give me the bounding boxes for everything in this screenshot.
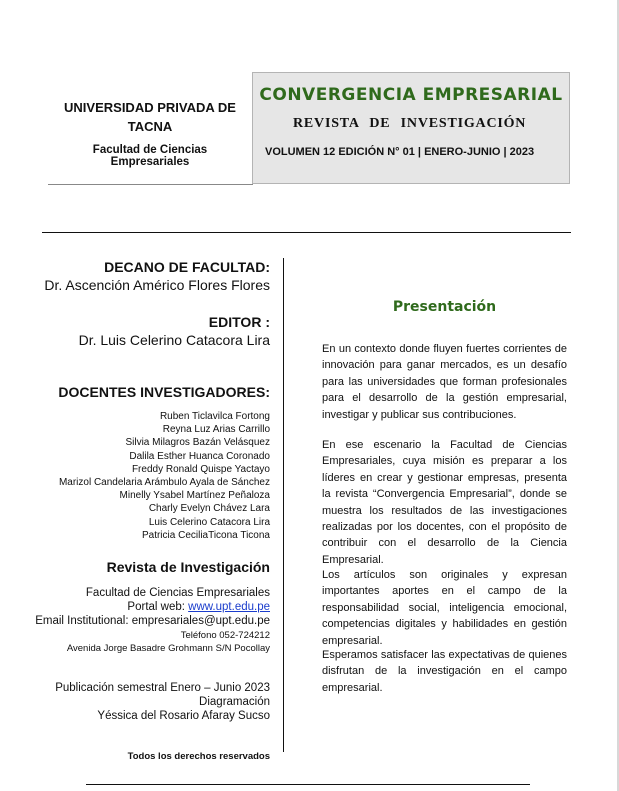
- portal-label: Portal web:: [127, 601, 189, 613]
- presentation-paragraph: Esperamos satisfacer las expectativas de quienes disfrutan de la investigación en el campo empresarial.: [322, 649, 567, 694]
- address-line: Avenida Jorge Basadre Grohmann S/N Pocollay: [66, 643, 270, 654]
- journal-heading: Revista de Investigación: [106, 559, 270, 575]
- column-divider: [283, 258, 284, 752]
- presentation-paragraph: En un contexto donde fluyen fuertes corrientes de innovación para ganar mercados, es un desafío para las universidades que forman profesionales para el desarrollo de la gestión empresarial, investigar y publicar sus contribuciones.: [322, 343, 567, 421]
- researchers-list: [59, 410, 270, 542]
- portal-line: [127, 600, 270, 614]
- footer-rule: [86, 784, 530, 785]
- researcher-item: Charly Evelyn Chávez Lara: [148, 503, 270, 515]
- layout-name: Yéssica del Rosario Afaray Sucso: [97, 710, 270, 722]
- volume-info: VOLUMEN 12 EDICIÓN N° 01 | ENERO-JUNIO | 2023: [265, 146, 535, 158]
- journal-title: CONVERGENCIA EMPRESARIAL: [259, 85, 563, 105]
- researcher-item: Ruben Ticlavilca Fortong: [159, 411, 270, 422]
- rights-notice: Todos los derechos reservados: [127, 751, 270, 762]
- dean-name: Dr. Ascención Américo Flores Flores: [44, 277, 270, 293]
- portal-link[interactable]: www.upt.edu.pe: [188, 601, 270, 613]
- university-name: UNIVERSIDAD PRIVADA DE TACNA: [64, 100, 236, 134]
- researcher-item: Dalila Esther Huanca Coronado: [129, 450, 270, 462]
- editor-name: Dr. Luis Celerino Catacora Lira: [78, 332, 270, 348]
- publication-line: Publicación semestral Enero – Junio 2023: [55, 682, 270, 694]
- researcher-item: Patricia CeciliaTicona Ticona: [141, 529, 270, 541]
- presentation-title: Presentación: [392, 299, 497, 315]
- email-line: Email Institutional: empresariales@upt.edu.pe: [35, 615, 270, 627]
- journal-header-box: [252, 72, 570, 184]
- researcher-item: Silvia Milagros Bazán Velásquez: [125, 437, 270, 449]
- editor-heading: EDITOR :: [208, 314, 270, 330]
- presentation-paragraph: En ese escenario la Facultad de Ciencias Empresariales, cuya misión es preparar a los líderes en crear y gestionar empresas, presenta la revista “Convergencia Empresarial”, donde se muestra los resultados de las investigaciones realizadas por los docentes, con el propósito de contribuir con el desarrollo de la Ciencia Empresarial.: [322, 439, 567, 566]
- contact-faculty: Facultad de Ciencias Empresariales: [85, 587, 270, 599]
- presentation-paragraph: Los artículos son originales y expresan importantes aportes en el campo de la responsabilidad social, inteligencia emocional, competencias digitales y habilidades en gestión empresarial.: [322, 569, 567, 647]
- phone-line: Teléfono 052-724212: [180, 630, 270, 641]
- researcher-item: Freddy Ronald Quispe Yactayo: [131, 463, 270, 475]
- researcher-item: Marizol Candelaria Arámbulo Ayala de Sánchez: [58, 477, 270, 489]
- faculty-name: Facultad de Ciencias Empresariales: [92, 144, 208, 168]
- researcher-item: Reyna Luz Arias Carrillo: [162, 424, 270, 436]
- header-divider-left: [48, 184, 253, 185]
- header-rule: [42, 232, 571, 233]
- researcher-item: Minelly Ysabel Martínez Peñaloza: [119, 490, 270, 502]
- journal-subtitle: REVISTA DE INVESTIGACIÓN: [293, 116, 527, 131]
- researcher-item: Luis Celerino Catacora Lira: [148, 516, 270, 528]
- layout-label: Diagramación: [199, 696, 270, 708]
- dean-heading: DECANO DE FACULTAD:: [104, 259, 270, 275]
- researchers-heading: DOCENTES INVESTIGADORES:: [58, 384, 270, 400]
